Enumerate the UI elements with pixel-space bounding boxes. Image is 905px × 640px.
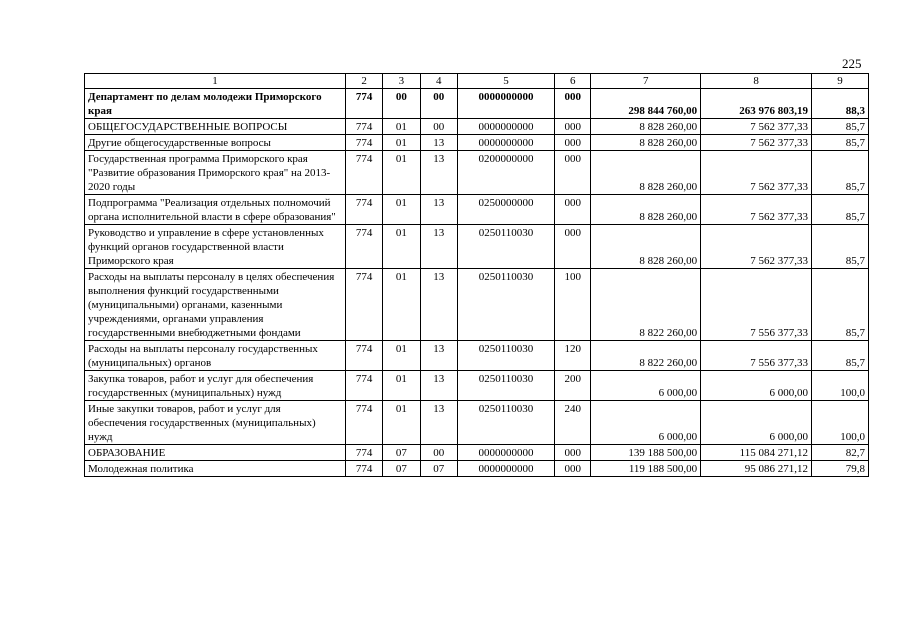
column-header: 4 [420,74,457,89]
plan-amount-cell: 8 822 260,00 [591,341,701,371]
code-cell: 774 [345,151,382,195]
row-name-cell: Руководство и управление в сфере установленных функций органов государственной власти Приморского края [85,225,346,269]
percent-cell: 100,0 [811,401,868,445]
table-row [85,119,869,135]
actual-amount-cell: 95 086 271,12 [701,461,812,477]
section-cell: 01 [383,341,420,371]
section-cell: 07 [383,461,420,477]
target-code-cell: 0250110030 [457,269,554,341]
row-name-cell: Другие общегосударственные вопросы [85,135,346,151]
column-header: 3 [383,74,420,89]
row-name-cell: ОБЩЕГОСУДАРСТВЕННЫЕ ВОПРОСЫ [85,119,346,135]
row-name-cell: Молодежная политика [85,461,346,477]
row-name-cell: Государственная программа Приморского края "Развитие образования Приморского края" на 2013-2020 годы [85,151,346,195]
target-code-cell: 0000000000 [457,445,554,461]
expense-type-cell: 000 [555,461,591,477]
subsection-cell: 13 [420,341,457,371]
plan-amount-cell: 8 828 260,00 [591,151,701,195]
subsection-cell: 13 [420,135,457,151]
actual-amount-cell: 7 556 377,33 [701,269,812,341]
percent-cell: 100,0 [811,371,868,401]
plan-amount-cell: 8 822 260,00 [591,269,701,341]
percent-cell: 85,7 [811,195,868,225]
section-cell: 01 [383,371,420,401]
table-row [85,195,869,225]
column-header: 7 [591,74,701,89]
table-row [85,371,869,401]
section-cell: 01 [383,269,420,341]
table-row [85,341,869,371]
column-header: 8 [701,74,812,89]
subsection-cell: 13 [420,371,457,401]
code-cell: 774 [345,135,382,151]
code-cell: 774 [345,401,382,445]
target-code-cell: 0250110030 [457,401,554,445]
actual-amount-cell: 7 562 377,33 [701,225,812,269]
target-code-cell: 0250110030 [457,341,554,371]
plan-amount-cell: 8 828 260,00 [591,195,701,225]
column-header: 5 [457,74,554,89]
actual-amount-cell: 6 000,00 [701,371,812,401]
actual-amount-cell: 263 976 803,19 [701,89,812,119]
table-row [85,461,869,477]
code-cell: 774 [345,269,382,341]
percent-cell: 79,8 [811,461,868,477]
table-row [85,89,869,119]
column-header: 1 [85,74,346,89]
plan-amount-cell: 139 188 500,00 [591,445,701,461]
target-code-cell: 0000000000 [457,89,554,119]
expense-type-cell: 100 [555,269,591,341]
actual-amount-cell: 7 562 377,33 [701,151,812,195]
actual-amount-cell: 6 000,00 [701,401,812,445]
target-code-cell: 0200000000 [457,151,554,195]
subsection-cell: 00 [420,445,457,461]
header-row [85,74,869,89]
row-name-cell: Департамент по делам молодежи Приморского края [85,89,346,119]
target-code-cell: 0250000000 [457,195,554,225]
percent-cell: 82,7 [811,445,868,461]
expense-type-cell: 000 [555,119,591,135]
actual-amount-cell: 7 556 377,33 [701,341,812,371]
code-cell: 774 [345,89,382,119]
subsection-cell: 13 [420,225,457,269]
section-cell: 00 [383,89,420,119]
column-header: 2 [345,74,382,89]
actual-amount-cell: 7 562 377,33 [701,195,812,225]
code-cell: 774 [345,445,382,461]
expense-type-cell: 240 [555,401,591,445]
target-code-cell: 0250110030 [457,371,554,401]
subsection-cell: 13 [420,151,457,195]
table-row [85,445,869,461]
subsection-cell: 00 [420,119,457,135]
plan-amount-cell: 6 000,00 [591,401,701,445]
subsection-cell: 00 [420,89,457,119]
table-row [85,225,869,269]
column-header: 9 [811,74,868,89]
row-name-cell: Подпрограмма "Реализация отдельных полномочий органа исполнительной власти в сфере образования" [85,195,346,225]
section-cell: 01 [383,119,420,135]
plan-amount-cell: 119 188 500,00 [591,461,701,477]
percent-cell: 88,3 [811,89,868,119]
code-cell: 774 [345,119,382,135]
subsection-cell: 07 [420,461,457,477]
section-cell: 01 [383,195,420,225]
page-number: 225 [842,56,862,71]
table-row [85,401,869,445]
expense-type-cell: 000 [555,445,591,461]
row-name-cell: Закупка товаров, работ и услуг для обеспечения государственных (муниципальных) нужд [85,371,346,401]
budget-table [84,73,869,477]
table-row [85,269,869,341]
expense-type-cell: 000 [555,89,591,119]
section-cell: 01 [383,401,420,445]
expense-type-cell: 000 [555,225,591,269]
column-header: 6 [555,74,591,89]
percent-cell: 85,7 [811,119,868,135]
code-cell: 774 [345,341,382,371]
expense-type-cell: 200 [555,371,591,401]
row-name-cell: Расходы на выплаты персоналу в целях обеспечения выполнения функций государственными (муниципальными) органами, казенными учреждениями, органами управления государственными внебюджетными фондами [85,269,346,341]
section-cell: 01 [383,225,420,269]
section-cell: 01 [383,151,420,195]
code-cell: 774 [345,195,382,225]
percent-cell: 85,7 [811,341,868,371]
actual-amount-cell: 115 084 271,12 [701,445,812,461]
code-cell: 774 [345,371,382,401]
target-code-cell: 0000000000 [457,135,554,151]
plan-amount-cell: 298 844 760,00 [591,89,701,119]
target-code-cell: 0000000000 [457,461,554,477]
code-cell: 774 [345,225,382,269]
percent-cell: 85,7 [811,135,868,151]
expense-type-cell: 000 [555,151,591,195]
table-row [85,151,869,195]
expense-type-cell: 120 [555,341,591,371]
subsection-cell: 13 [420,269,457,341]
actual-amount-cell: 7 562 377,33 [701,135,812,151]
plan-amount-cell: 8 828 260,00 [591,135,701,151]
plan-amount-cell: 6 000,00 [591,371,701,401]
plan-amount-cell: 8 828 260,00 [591,119,701,135]
plan-amount-cell: 8 828 260,00 [591,225,701,269]
expense-type-cell: 000 [555,195,591,225]
table-row [85,135,869,151]
row-name-cell: ОБРАЗОВАНИЕ [85,445,346,461]
section-cell: 01 [383,135,420,151]
percent-cell: 85,7 [811,151,868,195]
expense-type-cell: 000 [555,135,591,151]
subsection-cell: 13 [420,195,457,225]
target-code-cell: 0250110030 [457,225,554,269]
code-cell: 774 [345,461,382,477]
subsection-cell: 13 [420,401,457,445]
target-code-cell: 0000000000 [457,119,554,135]
row-name-cell: Иные закупки товаров, работ и услуг для обеспечения государственных (муниципальных) нужд [85,401,346,445]
actual-amount-cell: 7 562 377,33 [701,119,812,135]
percent-cell: 85,7 [811,225,868,269]
percent-cell: 85,7 [811,269,868,341]
row-name-cell: Расходы на выплаты персоналу государственных (муниципальных) органов [85,341,346,371]
section-cell: 07 [383,445,420,461]
